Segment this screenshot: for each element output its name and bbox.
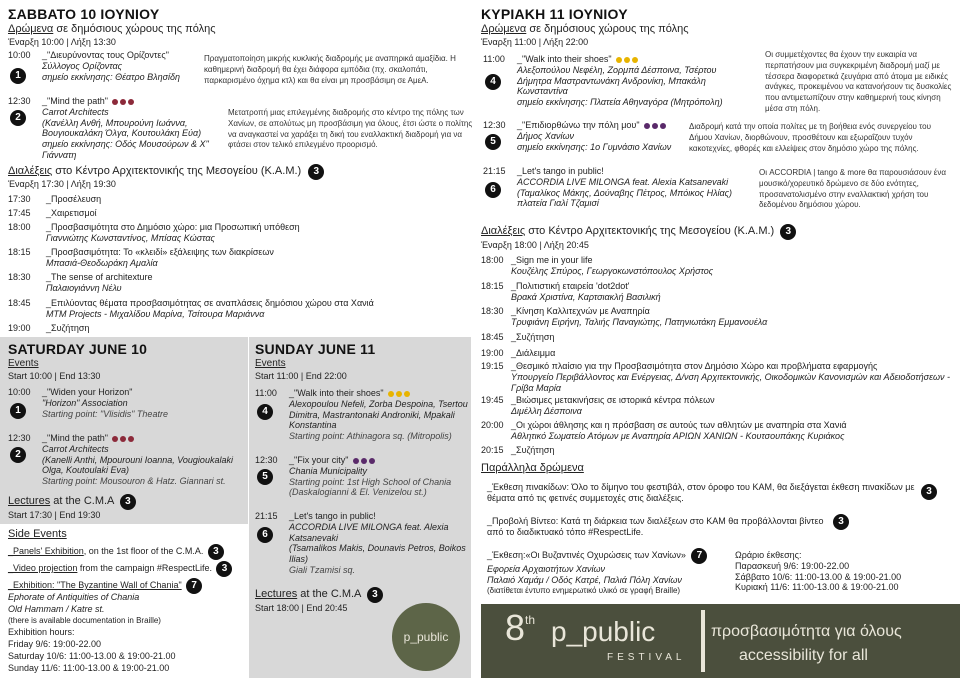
text-label: Έναρξη 17:30 | Λήξη 19:30 xyxy=(8,179,116,189)
text-label: _Θεσμικό πλαίσιο για την Προσβασιμότητα στον Δημόσιο Χώρο και προβλήματα εφαρμογής xyxy=(511,361,878,371)
text-label: Start 18:00 | End 20:45 xyxy=(255,603,348,613)
text-label: σημείο εκκίνησης: 1ο Γυμνάσιο Χανίων xyxy=(517,141,672,152)
text-label: Saturday 10/6: 11:00-13.00 & 19:00-21.00 xyxy=(8,651,176,661)
text-label: _Video projection xyxy=(8,563,78,573)
text-label: Οι συμμετέχοντες θα έχουν την ευκαιρία να περπατήσουν μια συγκεκριμένη διαδρομή μαζί με τέσσερα διαφορετικά ζευγάρια από άτομα με ειδικές ανάγκες, προκειμένου να κατανοήσουν τις δυσκολίες που αντιμετωπίζουν στην καθημερινή τους κίνηση μέσα στη πόλη. xyxy=(765,50,952,113)
festival-banner xyxy=(481,604,960,678)
saturday-greek-title: ΣΑΒΒΑΤΟ 10 ΙΟΥΝΙΟΥ xyxy=(8,6,160,22)
text-label: 21:15 xyxy=(255,511,278,521)
text-label: _Panels' Exhibition xyxy=(8,546,84,556)
text-label: Side Events xyxy=(8,528,67,540)
badge-icon: 3 xyxy=(208,544,224,560)
text-label: Lectures xyxy=(8,495,51,507)
badge-icon: 3 xyxy=(780,224,796,240)
side-events-section xyxy=(8,528,244,673)
badge-icon: 7 xyxy=(691,548,707,564)
text-label: _Κίνηση Καλλιτεχνών με Αναπηρία xyxy=(511,306,650,316)
text-label: Μετατροπή μιας επιλεγμένης διαδρομής στο κέντρο της πόλης των Χανίων, σε απολύτως μη προσβάσιμη για όλους, έτσι ώστε ο πολίτης να αναγκαστεί να χαράξει τη δική του εναλλακτική διαδρομή για να φτάσει στον τελικό επιλεγμένο προορισμό. xyxy=(228,108,473,150)
text-label: _Let's tango in public! xyxy=(517,166,604,176)
text-label: _Προβολή Βίντεο: Κατά τη διάρκεια των διαλέξεων στο ΚΑΜ θα προβάλλονται βίντεο από το διαδικτυακό τόπο #RespectLife. xyxy=(487,516,824,537)
text-label: 21:15 xyxy=(483,166,506,176)
text-label: 19:00 xyxy=(8,323,31,333)
text-label: 18:45 xyxy=(8,298,31,308)
text-label: 18:15 xyxy=(481,281,504,291)
text-label: p_public xyxy=(403,629,449,644)
text-label: Carrot Architects xyxy=(42,106,109,117)
text-label: 11:00 xyxy=(255,388,277,398)
festival-logo xyxy=(392,603,460,671)
text-label: Πραγματοποίηση μικρής κυκλικής διαδρομής με αναπηρικά αμαξίδια. Η καθημερινή διαδρομή θα έχει διάφορα εμπόδια (πχ. σκαλοπάτι, παρκαρισμένο όχημα κτλ) και θα είναι μη προσβάσιμη σε ΑμεΑ. xyxy=(204,54,456,85)
text-label: Δήμος Χανίων xyxy=(517,130,574,141)
text-label: στο Κέντρο Αρχιτεκτονικής της Μεσογείου (Κ.Α.Μ.) xyxy=(525,225,775,237)
maroon-dot-icon xyxy=(128,99,134,105)
text-label: Chania Municipality xyxy=(289,465,368,476)
text-label: προσβασιμότητα για όλους xyxy=(711,623,902,640)
maroon-dot-icon xyxy=(112,99,118,105)
text-label: at the C.M.A xyxy=(297,588,361,600)
text-label: th xyxy=(525,613,536,627)
text-label: _"Walk into their shoes" xyxy=(517,54,612,64)
maroon-dot-icon xyxy=(112,436,118,442)
text-label: Old Hammam / Katre st. xyxy=(8,604,105,614)
text-label: _Έκθεση πινακίδων: Όλο το δίμηνο του φεστιβάλ, στον όροφο του ΚΑΜ, θα διεξάγεται έκθεση πινακίδων με θέματα από τις φετινές συμμετοχές στις διαλέξεις. xyxy=(487,482,915,503)
text-label: _"Διευρύνοντας τους Ορίζοντες" xyxy=(42,50,169,60)
saturday-greek-events-heading: Δρώμενα xyxy=(8,23,54,35)
text-label: from the campaign #RespectLife. xyxy=(77,563,212,573)
text-label: Βρακά Χριστίνα, Καρτσιακλή Βασιλική xyxy=(511,291,661,302)
saturday-lectures-heading: Διαλέξεις xyxy=(8,165,53,177)
text-label: Σύλλογος Ορίζοντας xyxy=(42,60,123,71)
text-label: σημείο εκκίνησης: Θέατρο Βλησίδη xyxy=(42,71,181,82)
text-label: Υπουργείο Περιβάλλοντος και Ενέργειας, Δ/νση Αρχιτεκτονικής, Οικοδομικών Κανονισμών και Αδειοδοτήσεων - Γρίβα Μαρία xyxy=(511,371,951,393)
text-label: accessibility for all xyxy=(739,647,868,664)
text-label: Παράλληλα δρώμενα xyxy=(481,462,584,474)
text-label: _Συζήτηση xyxy=(511,332,555,342)
badge-icon: 3 xyxy=(367,587,383,603)
text-label: 20:00 xyxy=(481,420,504,430)
text-label: ΚΥΡΙΑΚΗ 11 ΙΟΥΝΙΟΥ xyxy=(481,6,628,22)
text-label: 19:15 xyxy=(481,361,504,371)
text-label: Μπασιά-Θεοδωράκη Αμαλία xyxy=(46,257,158,268)
text-label: Starting point: "Vlisidis" Theatre xyxy=(42,408,168,419)
text-label: (there is available documentation in Braille) xyxy=(8,616,161,625)
text-label: Γιαννιώτης Κωνσταντίνος, Μπίσας Κώστας xyxy=(46,232,215,243)
purple-dot-icon xyxy=(353,458,359,464)
parallel-events-section xyxy=(481,462,956,602)
text-label: "Horizon" Association xyxy=(42,397,128,408)
purple-dot-icon xyxy=(644,123,650,129)
text-label: Giali Tzamisi sq. xyxy=(289,564,356,575)
badge-icon: 2 xyxy=(10,447,26,463)
purple-dot-icon xyxy=(660,123,666,129)
text-label: 18:45 xyxy=(481,332,504,342)
text-label: Σάββατο 10/6: 11:00-13.00 & 19:00-21.00 xyxy=(735,571,902,582)
badge-icon: 4 xyxy=(485,74,501,90)
badge-icon: 5 xyxy=(257,469,273,485)
text-label: 12:30 xyxy=(8,96,31,106)
text-label: στο Κέντρο Αρχιτεκτονικής της Μεσογείου (Κ.Α.Μ.) xyxy=(52,165,302,177)
text-label: Τρυφιάνη Ειρήνη, Ταλιής Παναγιώτης, Πατηνιωτάκη Εμμανουέλα xyxy=(511,316,768,327)
text-label: _"Fix your city" xyxy=(289,455,349,465)
text-label: _Έκθεση:«Οι Βυζαντινές Οχυρώσεις των Χανίων» xyxy=(487,550,686,560)
text-label: Start 17:30 | End 19:30 xyxy=(8,510,101,520)
text-label: (Kanelli Anthi, Mpourouni Ioanna, Vougioukalaki Olga, Koutoulaki Eva) xyxy=(42,454,233,476)
text-label: _Προσέλευση xyxy=(46,194,102,204)
text-label: 11:00 xyxy=(483,54,505,64)
text-label: Παλαιό Χαμάμ / Οδός Κατρέ, Παλιά Πόλη Χανίων xyxy=(487,574,682,585)
text-label: Κυριακή 11/6: 11:00-13.00 & 19:00-21.00 xyxy=(735,582,899,593)
maroon-dot-icon xyxy=(120,436,126,442)
text-label: σημείο εκκίνησης: Πλατεία Αθηναγόρα (Μητρόπολη) xyxy=(517,97,723,108)
text-label: Ωράριο έκθεσης: xyxy=(735,550,802,560)
text-label: 12:30 xyxy=(8,433,31,443)
text-label: _"Mind the path" xyxy=(42,96,108,106)
badge-icon: 3 xyxy=(921,484,937,500)
text-label: MTM Projects - Μιχαλίδου Μαρίνα, Τσίτουρα Μαριάννα xyxy=(46,308,265,319)
text-label: Ephorate of Antiquities of Chania xyxy=(8,592,140,602)
text-label: 12:30 xyxy=(483,120,506,130)
text-label: 19:45 xyxy=(481,395,504,405)
text-label: Start 10:00 | End 13:30 xyxy=(8,371,101,381)
text-label: Δρώμενα xyxy=(481,23,527,35)
maroon-dot-icon xyxy=(128,436,134,442)
orange-dot-icon xyxy=(388,391,394,397)
text-label: (Ταμαλίκος Μάκης, Δούναβης Πέτρος, Μπόικος Ηλίας) xyxy=(517,187,733,198)
text-label: _Let's tango in public! xyxy=(289,511,376,521)
text-label: (Tsamalikos Makis, Dounavis Petros, Boikos Ilias) xyxy=(289,543,466,565)
text-label: σε δημόσιους χώρους της πόλης xyxy=(526,23,689,35)
saturday-greek-times: Έναρξη 10:00 | Λήξη 13:30 xyxy=(8,37,116,47)
event-item xyxy=(481,166,956,216)
badge-icon: 6 xyxy=(485,182,501,198)
badge-icon: 3 xyxy=(833,514,849,530)
badge-icon: 1 xyxy=(10,403,26,419)
text-label: Εφορεία Αρχαιοτήτων Χανίων xyxy=(487,564,605,574)
text-label: Διαδρομή κατά την οποία πολίτες με τη βοήθεια ενός συνεργείου του Δήμου Χανίων, διορθώνουν, προσθέτουν και εξωραΐζουν τυχόν κακοτεχνίες, φθορές και ελλείψεις στον δημόσιο χώρο της πόλης. xyxy=(689,122,931,153)
orange-dot-icon xyxy=(396,391,402,397)
text-label: _Sign me in your life xyxy=(511,255,593,265)
text-label: 18:30 xyxy=(8,272,31,282)
text-label: 8 xyxy=(505,607,526,648)
text-label: Events xyxy=(8,358,39,369)
text-label: Αλεξοπούλου Νεφέλη, Ζορμπά Δέσποινα, Τσέρτου Δήμητρα Μαστραντωνάκη Ανδρονίκη, Μπακάλη Κωνσταντίνα xyxy=(517,64,717,97)
badge-icon: 2 xyxy=(10,110,26,126)
text-label: , on the 1st floor of the C.M.A. xyxy=(83,546,204,556)
text-label: Events xyxy=(255,358,286,369)
text-label: _The sense of architexture xyxy=(46,272,153,282)
text-label: Lectures xyxy=(255,588,298,600)
text-label: _Επιλύοντας θέματα προσβασιμότητας σε αναπλάσεις δημόσιου χώρου στα Χανιά xyxy=(46,298,374,308)
text-label: _Πολιτιστική εταιρεία 'dot2dot' xyxy=(511,281,630,291)
text-label: _Διάλειμμα xyxy=(511,348,556,358)
text-label: 10:00 xyxy=(8,387,31,397)
text-label: _Χαιρετισμοί xyxy=(46,208,97,218)
text-label: 10:00 xyxy=(8,50,31,60)
text-label: Carrot Architects xyxy=(42,443,109,454)
text-label: Alexopoulou Nefeli, Zorba Despoina, Tsertou Dimitra, Mastrantonaki Androniki, Mpakali Konstantina xyxy=(289,398,468,431)
text-label: Διμέλλη Δέσποινα xyxy=(511,405,582,416)
text-label: FESTIVAL xyxy=(607,652,686,663)
badge-icon: 7 xyxy=(186,578,202,594)
event-item xyxy=(481,120,956,164)
sunday-greek-section xyxy=(481,6,956,466)
text-label: SATURDAY JUNE 10 xyxy=(8,341,148,357)
orange-dot-icon xyxy=(404,391,410,397)
text-label: Οι ACCORDIA | tango & more θα παρουσιάσουν ένα μουσικό/χορευτικό δρώμενο σε δύο ενότητες, προσανατολισμένο στην εναλλακτική χρήση του δεδομένου δημόσιου χώρου. xyxy=(759,168,946,210)
badge-icon: 3 xyxy=(120,494,136,510)
text-label: _Προσβασιμότητα: Το «κλειδί» εξάλειψης των διακρίσεων xyxy=(46,247,274,257)
badge-icon: 1 xyxy=(10,68,26,84)
text-label: _Exhibition: "The Byzantine Wall of Chania" xyxy=(8,580,182,590)
badge-icon: 3 xyxy=(308,164,324,180)
festival-name: p_public xyxy=(551,616,656,647)
saturday-greek-section xyxy=(8,6,478,336)
text-label: 18:15 xyxy=(8,247,31,257)
text-label: ACCORDIA LIVE MILONGA feat. Alexia Katsanevaki xyxy=(289,521,449,543)
text-label: 18:00 xyxy=(481,255,504,265)
text-label: _Βιώσιμες μετακινήσεις σε ιστορικά κέντρα πόλεων xyxy=(511,395,715,405)
badge-icon: 6 xyxy=(257,527,273,543)
text-label: _Προσβασιμότητα στο Δημόσιο χώρο: μια Προσωπική υπόθεση xyxy=(46,222,300,232)
event-item xyxy=(481,50,956,122)
text-label: 20:15 xyxy=(481,445,504,455)
text-label: (Κανέλλη Ανθή, Μπουρούνη Ιωάννα, Βουγιουκαλάκη Όλγα, Κουτουλάκη Εύα) xyxy=(42,117,202,139)
text-label: _Οι χώροι άθλησης και η πρόσβαση σε αυτούς των αθλητών με αναπηρία στα Χανιά xyxy=(511,420,847,430)
maroon-dot-icon xyxy=(120,99,126,105)
text-label: at the C.M.A xyxy=(50,495,114,507)
text-label: 17:45 xyxy=(8,208,31,218)
text-label: _"Widen your Horizon" xyxy=(42,387,133,397)
text-label: Αθλητικό Σωματείο Ατόμων με Αναπηρία ΑΡΙΩΝ ΧΑΝΙΩΝ - Κουτσουπάκης Κυριάκος xyxy=(511,430,845,441)
text-label: Διαλέξεις xyxy=(481,225,526,237)
badge-icon: 4 xyxy=(257,404,273,420)
text-label: Starting point: Athinagora sq. (Mitropolis) xyxy=(289,431,452,442)
text-label: _"Mind the path" xyxy=(42,433,108,443)
text-label: σε δημόσιους χώρους της πόλης xyxy=(53,23,216,35)
text-label: 18:00 xyxy=(8,222,31,232)
sunday-english-section xyxy=(255,341,469,621)
text-label: Έναρξη 18:00 | Λήξη 20:45 xyxy=(481,240,589,250)
event-item xyxy=(8,50,478,92)
orange-dot-icon xyxy=(624,57,630,63)
text-label: _Συζήτηση xyxy=(46,323,90,333)
purple-dot-icon xyxy=(361,458,367,464)
orange-dot-icon xyxy=(616,57,622,63)
text-label: Έναρξη 11:00 | Λήξη 22:00 xyxy=(481,37,589,47)
text-label: _Συζήτηση xyxy=(511,445,555,455)
text-label: Παρασκευή 9/6: 19:00-22.00 xyxy=(735,560,850,571)
text-label: 12:30 xyxy=(255,455,278,465)
text-label: SUNDAY JUNE 11 xyxy=(255,341,376,357)
saturday-english-section xyxy=(8,341,246,526)
text-label: πλατεία Γιαλί Τζαμισί xyxy=(517,198,599,209)
text-label: Starting point: Mousouron & Hatz. Giannari st. xyxy=(42,476,226,487)
text-label: 19:00 xyxy=(481,348,504,358)
text-label: Παλαιογιάννη Νέλυ xyxy=(46,282,122,293)
text-label: ACCORDIA LIVE MILONGA feat. Alexia Katsanevaki xyxy=(517,176,729,187)
badge-icon: 3 xyxy=(216,561,232,577)
text-label: Start 11:00 | End 22:00 xyxy=(255,371,347,381)
text-label: 17:30 xyxy=(8,194,31,204)
orange-dot-icon xyxy=(632,57,638,63)
text-label: _"Walk into their shoes" xyxy=(289,388,384,398)
text-label: Κουζέλης Σπύρος, Γεωργοκωνστόπουλος Χρήστος xyxy=(511,265,714,276)
text-label: σημείο εκκίνησης: Οδός Μουσούρων & Χ'' Γιάννατη xyxy=(42,139,209,160)
text-label: _"Επιδιορθώνω την πόλη μου" xyxy=(517,120,640,130)
text-label: Friday 9/6: 19:00-22.00 xyxy=(8,639,102,649)
purple-dot-icon xyxy=(652,123,658,129)
text-label: (διατίθεται έντυπο ενημερωτικό υλικό σε γραφή Braille) xyxy=(487,585,681,595)
purple-dot-icon xyxy=(369,458,375,464)
event-item xyxy=(8,96,478,166)
text-label: Starting point: 1st High School of Chania (Daskalogianni & El. Venizelou st.) xyxy=(289,476,452,498)
text-label: Sunday 11/6: 11:00-13.00 & 19:00-21.00 xyxy=(8,663,170,673)
text-label: 18:30 xyxy=(481,306,504,316)
text-label: Exhibition hours: xyxy=(8,627,75,637)
badge-icon: 5 xyxy=(485,134,501,150)
